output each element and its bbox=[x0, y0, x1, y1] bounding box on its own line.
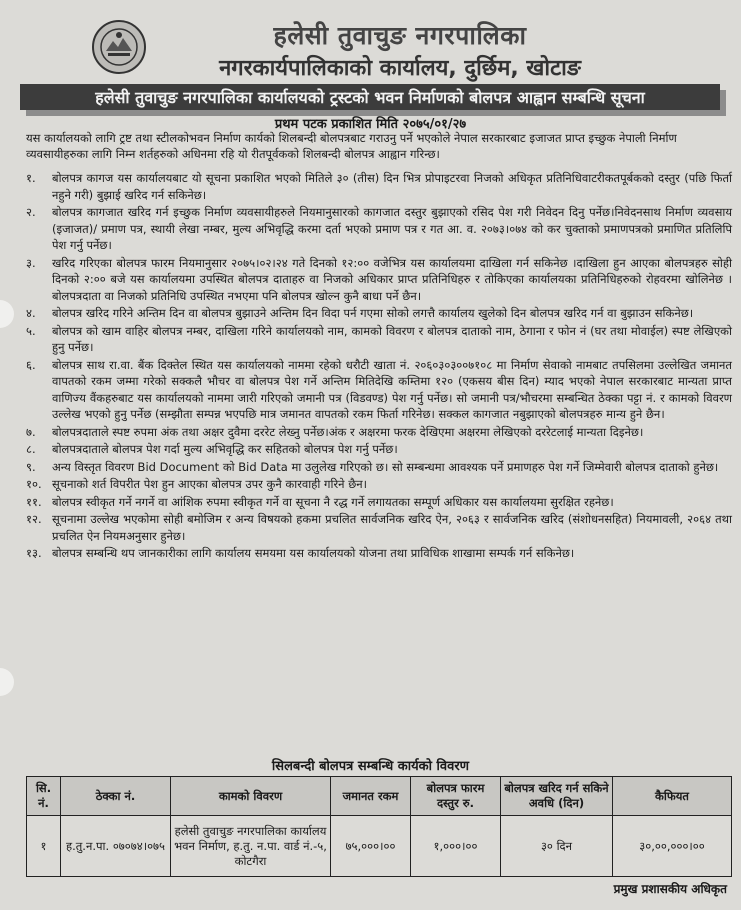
table-cell: ३० दिन bbox=[501, 816, 613, 877]
item-number: २. bbox=[26, 205, 36, 219]
item-text: बोलपत्र कागज यस कार्यालयबाट यो सूचना प्रकाशित भएको मितिले ३० (तीस) दिन भित्र प्रोपाइटरवा निजको अधिकृत प्रतिनिधिवाटरीकतपूर्बकको दस्तुर (पछि फिर्ता नहुने गरी) बुझाई खरिद गर्न सकिनेछ। bbox=[52, 171, 732, 202]
item-text: बोलपत्र खरिद गरिने अन्तिम दिन वा बोलपत्र बुझाउने अन्तिम दिन विदा पर्न गएमा सोको लगत्तै कार्यालय खुलेको दिन बोलपत्र खरिद गर्न वा बुझाउन सकिनेछ। bbox=[52, 306, 694, 320]
list-item bbox=[26, 255, 732, 305]
list-item bbox=[26, 424, 732, 441]
item-number: ४. bbox=[26, 306, 36, 320]
list-item bbox=[26, 511, 732, 544]
list-item bbox=[26, 323, 732, 356]
list-item bbox=[26, 204, 732, 254]
item-number: ९. bbox=[26, 459, 36, 474]
publication-date: प्रथम पटक प्रकाशित मिति २०७५/०१/२७ bbox=[274, 117, 467, 132]
list-item bbox=[26, 476, 732, 493]
table-cell: हलेसी तुवाचुङ नगरपालिका कार्यालय भवन निर्माण, ह.तु. न.पा. वार्ड नं.-५, कोटगैरा bbox=[171, 816, 331, 877]
list-item bbox=[26, 494, 732, 511]
item-number: १३. bbox=[26, 546, 42, 560]
item-number: १०. bbox=[26, 477, 42, 491]
item-number: ६. bbox=[26, 357, 36, 372]
item-text: बोलपत्र सम्बन्धि थप जानकारीका लागि कार्यालय समयमा यस कार्यालयको योजना तथा प्राविधिक शाखामा सम्पर्क गर्न सकिनेछ। bbox=[52, 546, 575, 560]
item-text: बोलपत्र साथ रा.वा. बैंक दिक्तेल स्थित यस कार्यालयको नाममा रहेको धरौटी खाता नं. २०६०३०३००७१०८ मा निर्माण सेवाको नामबाट तपसिलमा उल्लेखित जमानत वापतको रकम जम्मा गरेको सक्कलै भौचर वा बोलपत्र पेश गर्ने अन्तिम मितिदेखि कम्तिमा १२० (एकसय बीस दिन) म्याद भएको नेपाल सरकारबाट मान्यता प्राप्त वाणिज्य वैंकहरुबाट यस कार्यालयको नाममा जारी गरिएको जमानी पत्र (विडवण्ड) पेश गर्नु पर्नेछ। सो जमानी पत्र/भौचरमा सम्बन्धित ठेक्का पट्टा नं. र कामको विवरण उल्लेख भएको हुनु पर्नेछ (सम्झौता सम्पन्न भएपछि मात्र जमानत वापतको रकम फिर्ता गरिनेछ। सक्कल कागजात नबुझाएको बोलपत्रहरु मान्य हुने छैन। bbox=[52, 357, 732, 421]
conditions-list bbox=[26, 170, 732, 563]
government-emblem-icon bbox=[92, 20, 146, 74]
item-text: अन्य विस्तृत विवरण Bid Document को Bid Data मा उलुलेख गरिएको छ। सो सम्बन्धमा आवश्यक पर्ने प्रमाणहरु पेश गर्ने जिम्मेवारी बोलपत्र दाताको हुनेछ। bbox=[52, 459, 719, 474]
bid-details-table bbox=[26, 776, 732, 877]
table-cell: ३०,००,०००।०० bbox=[613, 816, 732, 877]
table-cell: ह.तु.न.पा. ०७०७४।०७५ bbox=[61, 816, 171, 877]
list-item bbox=[26, 170, 732, 203]
notice-title-banner: हलेसी तुवाचुङ नगरपालिका कार्यालयको ट्रस्टको भवन निर्माणको बोलपत्र आह्वान सम्बन्धि सूचना bbox=[20, 84, 720, 110]
list-item bbox=[26, 357, 732, 423]
table-cell: १,०००।०० bbox=[411, 816, 501, 877]
table-row bbox=[27, 816, 732, 877]
column-header: कैफियत bbox=[613, 777, 732, 816]
list-item bbox=[26, 459, 732, 476]
table-cell: १ bbox=[27, 816, 61, 877]
list-item bbox=[26, 305, 732, 322]
item-text: खरिद गरिएका बोलपत्र फारम नियमानुसार २०७५।०२।२४ गते दिनको १२:०० वजेभित्र यस कार्यालयमा दाखिला गर्न सकिनेछ ।दाखिला हुन आएका बोलपत्रहरु सोही दिनको २:०० बजे यस कार्यालयमा उपस्थित बोलपत्र दाताहरु वा निजको अधिकार प्राप्त प्रतिनिधिहरु र तोकिएका कार्यालयका प्रतिनिधिहरुको रोहवरमा खोलिनेछ ।बोलपत्रदाता वा निजको प्रतिनिधि उपस्थित नभएमा पनि बोलपत्र खोल्न कुनै बाधा पर्ने छैन। bbox=[52, 255, 732, 303]
item-text: सूचनाको शर्त विपरीत पेश हुन आएका बोलपत्र उपर कुनै कारवाही गरिने छैन। bbox=[52, 477, 368, 491]
item-text: बोलपत्रदाताले बोलपत्र पेश गर्दा मुल्य अभिवृद्धि कर सहितको बोलपत्र पेश गर्नु पर्नेछ। bbox=[52, 442, 398, 456]
item-number: ३. bbox=[26, 255, 36, 270]
column-header: सि. नं. bbox=[27, 777, 61, 816]
item-text: बोलपत्र को खाम वाहिर बोलपत्र नम्बर, दाखिला गरिने कार्यालयको नाम, कामको विवरण र बोलपत्र दाताको नाम, ठेगाना र फोन नं (घर तथा मोवाईल) स्पष्ट लेखिएको हुनु पर्नेछ। bbox=[52, 323, 732, 354]
item-number: ७. bbox=[26, 424, 36, 439]
table-title: सिलबन्दी बोलपत्र सम्बन्धि कार्यको विवरण bbox=[271, 759, 470, 774]
item-number: ५. bbox=[26, 323, 36, 338]
item-number: ८. bbox=[26, 442, 36, 456]
item-text: बोलपत्र स्वीकृत गर्ने नगर्ने वा आंशिक रुपमा स्वीकृत गर्ने वा सूचना नै रद्ध गर्ने लगायतका सम्पूर्ण अधिकार यस कार्यालयमा सुरक्षित रहनेछ। bbox=[52, 494, 614, 509]
column-header: बोलपत्र खरिद गर्न सकिने अवधि (दिन) bbox=[501, 777, 613, 816]
column-header: जमानत रकम bbox=[331, 777, 411, 816]
office-subtitle: नगरकार्यपालिकाको कार्यालय, दुर्छिम, खोटाङ bbox=[219, 56, 581, 81]
item-text: बोलपत्र कागजात खरिद गर्न इच्छुक निर्माण व्यवसायीहरुले नियमानुसारको कागजात दस्तुर बुझाएको रसिद पेश गरी निवेदन दिनु पर्नेछ।निवेदनसाथ निर्माण व्यवसाय (इजाजत)/ प्रमाण पत्र, स्थायी लेखा नम्बर, मुल्य अभिवृद्धि करमा दर्ता भएको प्रमाण पत्र र गत आ. व. २०७३।०७४ को कर चुक्ताको प्रमाणपत्रको प्रमाणित प्रतिलिपि पेश गर्नु पर्नेछ। bbox=[52, 205, 732, 252]
item-number: १. bbox=[26, 171, 36, 185]
item-text: बोलपत्रदाताले स्पष्ट रुपमा अंक तथा अक्षर दुवैमा दररेट लेख्नु पर्नेछ।अंक र अक्षरमा फरक देखिएमा अक्षरमा लेखिएको दररेटलाई मान्यता दिइनेछ। bbox=[52, 424, 644, 439]
punch-hole bbox=[0, 668, 14, 696]
list-item bbox=[26, 441, 732, 458]
column-header: बोलपत्र फारम दस्तुर रु. bbox=[411, 777, 501, 816]
intro-paragraph: यस कार्यालयको लागि ट्रष्ट तथा स्टीलकोभवन निर्माण कार्यको शिलबन्दी बोलपत्रबाट गराउनु पर्ने भएकोले नेपाल सरकारबाट इजाजत प्राप्त इच्छुक नेपाली निर्माण व्यवसायीहरुका लागि निम्न शर्तहरुको अधिनमा रहि यो रीतपूर्वकको शिलबन्दी बोलपत्र आह्वान गरिन्छ। bbox=[26, 131, 677, 161]
table-header-row bbox=[27, 777, 732, 816]
signatory: प्रमुख प्रशासकीय अधिकृत bbox=[613, 882, 727, 896]
column-header: कामको विवरण bbox=[171, 777, 331, 816]
table-cell: ७५,०००।०० bbox=[331, 816, 411, 877]
column-header: ठेक्का नं. bbox=[61, 777, 171, 816]
item-number: १२. bbox=[26, 512, 42, 526]
municipality-title: हलेसी तुवाचुङ नगरपालिका bbox=[273, 21, 527, 50]
header bbox=[0, 6, 741, 86]
item-number: ११. bbox=[26, 494, 42, 509]
punch-hole bbox=[0, 300, 14, 328]
list-item bbox=[26, 545, 732, 562]
item-text: सूचनामा उल्लेख भएकोमा सोही बमोजिम र अन्य विषयको हकमा प्रचलित सार्वजनिक खरिद ऐन, २०६३ र सार्वजनिक खरिद (संशोधनसहित) नियमावली, २०६४ तथा प्रचलित ऐन नियमअनुसार हुनेछ। bbox=[52, 512, 732, 543]
